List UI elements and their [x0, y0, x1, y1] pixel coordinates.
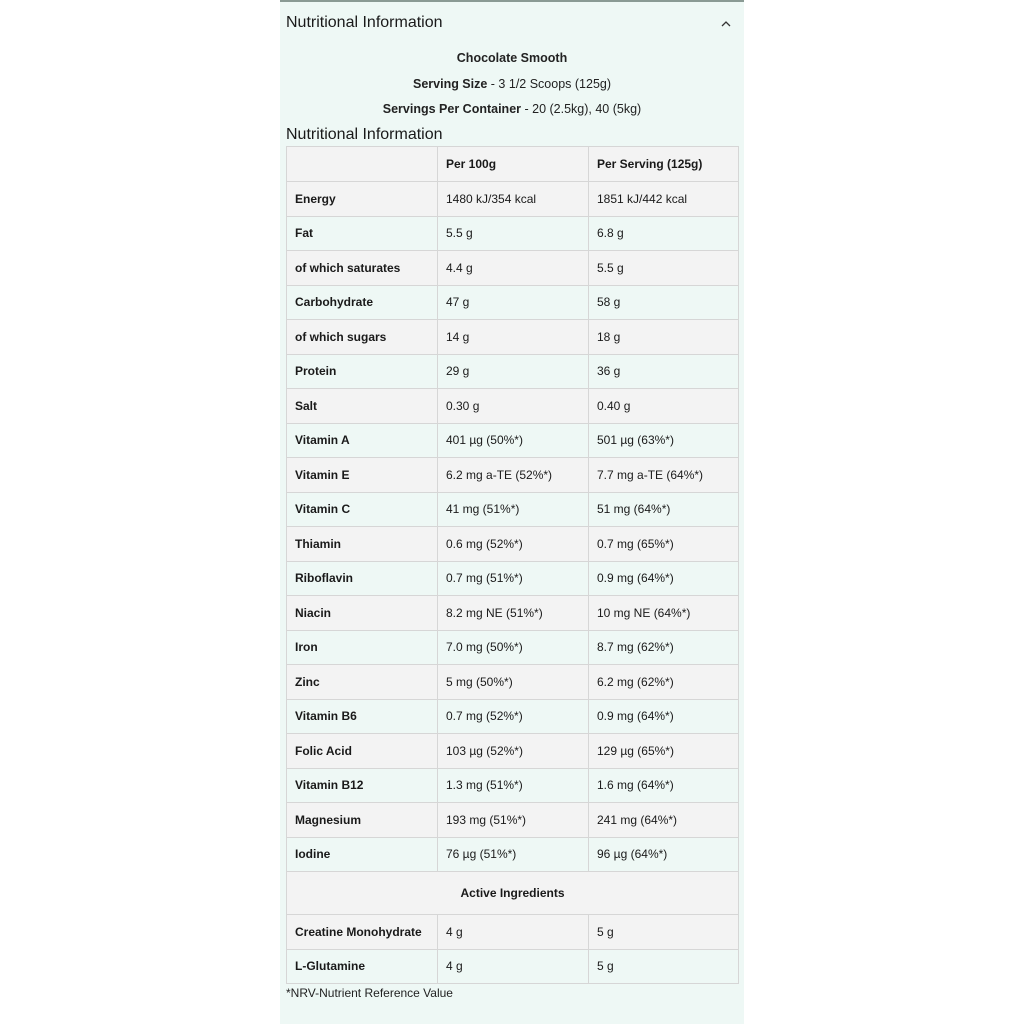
active-ingredients-heading: Active Ingredients — [287, 872, 739, 915]
per-100g-value: 7.0 mg (50%*) — [438, 630, 589, 665]
per-100g-value: 76 µg (51%*) — [438, 837, 589, 872]
per-serving-value: 501 µg (63%*) — [589, 423, 739, 458]
active-ingredients-header-row — [287, 872, 739, 915]
nutrition-panel — [280, 0, 744, 1024]
table-row — [287, 561, 739, 596]
nutrient-name: Carbohydrate — [287, 285, 438, 320]
per-serving-value: 51 mg (64%*) — [589, 492, 739, 527]
per-100g-value: 4 g — [438, 915, 589, 950]
per-100g-value: 47 g — [438, 285, 589, 320]
per-serving-value: 5 g — [589, 915, 739, 950]
table-row — [287, 596, 739, 631]
accordion-title: Nutritional Information — [286, 14, 443, 31]
column-header — [287, 147, 438, 182]
nutrient-name: Vitamin B6 — [287, 699, 438, 734]
nutrient-name: Magnesium — [287, 803, 438, 838]
per-serving-value: 241 mg (64%*) — [589, 803, 739, 838]
servings-value: - 20 (2.5kg), 40 (5kg) — [521, 102, 642, 116]
column-header: Per 100g — [438, 147, 589, 182]
per-serving-value: 0.7 mg (65%*) — [589, 527, 739, 562]
nutrient-name: Protein — [287, 354, 438, 389]
table-row — [287, 251, 739, 286]
nutrient-name: Salt — [287, 389, 438, 424]
table-body — [287, 182, 739, 984]
per-serving-value: 0.9 mg (64%*) — [589, 699, 739, 734]
table-header-row — [287, 147, 739, 182]
per-serving-value: 10 mg NE (64%*) — [589, 596, 739, 631]
table-row — [287, 768, 739, 803]
per-100g-value: 193 mg (51%*) — [438, 803, 589, 838]
per-100g-value: 0.30 g — [438, 389, 589, 424]
per-100g-value: 0.7 mg (52%*) — [438, 699, 589, 734]
table-row — [287, 837, 739, 872]
nutrient-name: Fat — [287, 216, 438, 251]
table-row — [287, 216, 739, 251]
per-serving-value: 8.7 mg (62%*) — [589, 630, 739, 665]
nutrient-name: Iodine — [287, 837, 438, 872]
per-serving-value: 36 g — [589, 354, 739, 389]
nutrient-name: Vitamin C — [287, 492, 438, 527]
nutrient-name: Energy — [287, 182, 438, 217]
nutrient-name: of which sugars — [287, 320, 438, 355]
per-serving-value: 1851 kJ/442 kcal — [589, 182, 739, 217]
table-row — [287, 285, 739, 320]
nutrient-name: Vitamin E — [287, 458, 438, 493]
nutrient-name: of which saturates — [287, 251, 438, 286]
per-serving-value: 6.2 mg (62%*) — [589, 665, 739, 700]
table-row — [287, 734, 739, 769]
table-row — [287, 423, 739, 458]
nutrient-name: Vitamin B12 — [287, 768, 438, 803]
table-row — [287, 182, 739, 217]
table-row — [287, 949, 739, 984]
serving-size-label: Serving Size — [412, 77, 488, 91]
nutrient-name: Niacin — [287, 596, 438, 631]
nutrient-name: Riboflavin — [287, 561, 438, 596]
nutrient-name: Folic Acid — [287, 734, 438, 769]
per-100g-value: 8.2 mg NE (51%*) — [438, 596, 589, 631]
nutrition-table — [286, 146, 739, 984]
per-serving-value: 5.5 g — [589, 251, 739, 286]
per-100g-value: 1480 kJ/354 kcal — [438, 182, 589, 217]
per-100g-value: 401 µg (50%*) — [438, 423, 589, 458]
footnote: *NRV-Nutrient Reference Value — [286, 986, 453, 1000]
serving-size-value: - 3 1/2 Scoops (125g) — [487, 77, 612, 91]
per-serving-value: 1.6 mg (64%*) — [589, 768, 739, 803]
nutrient-name: Thiamin — [287, 527, 438, 562]
per-serving-value: 0.9 mg (64%*) — [589, 561, 739, 596]
table-row — [287, 389, 739, 424]
per-serving-value: 129 µg (65%*) — [589, 734, 739, 769]
ingredient-name: L-Glutamine — [287, 949, 438, 984]
per-serving-value: 58 g — [589, 285, 739, 320]
per-100g-value: 6.2 mg a-TE (52%*) — [438, 458, 589, 493]
table-row — [287, 630, 739, 665]
table-row — [287, 803, 739, 838]
per-serving-value: 6.8 g — [589, 216, 739, 251]
nutrient-name: Iron — [287, 630, 438, 665]
per-100g-value: 41 mg (51%*) — [438, 492, 589, 527]
chevron-up-icon[interactable] — [718, 15, 734, 31]
per-100g-value: 0.7 mg (51%*) — [438, 561, 589, 596]
per-serving-value: 7.7 mg a-TE (64%*) — [589, 458, 739, 493]
table-row — [287, 527, 739, 562]
table-row — [287, 458, 739, 493]
table-row — [287, 354, 739, 389]
per-100g-value: 103 µg (52%*) — [438, 734, 589, 769]
table-row — [287, 915, 739, 950]
servings-per-container — [280, 102, 744, 116]
table-row — [287, 699, 739, 734]
per-100g-value: 1.3 mg (51%*) — [438, 768, 589, 803]
table-row — [287, 665, 739, 700]
serving-size — [280, 77, 744, 91]
per-100g-value: 4 g — [438, 949, 589, 984]
nutrient-name: Zinc — [287, 665, 438, 700]
table-row — [287, 492, 739, 527]
flavour-name: Chocolate Smooth — [456, 51, 568, 65]
ingredient-name: Creatine Monohydrate — [287, 915, 438, 950]
per-100g-value: 29 g — [438, 354, 589, 389]
servings-label: Servings Per Container — [382, 102, 522, 116]
accordion-header[interactable] — [286, 2, 738, 44]
per-100g-value: 14 g — [438, 320, 589, 355]
per-100g-value: 5 mg (50%*) — [438, 665, 589, 700]
per-100g-value: 5.5 g — [438, 216, 589, 251]
per-100g-value: 4.4 g — [438, 251, 589, 286]
per-100g-value: 0.6 mg (52%*) — [438, 527, 589, 562]
table-row — [287, 320, 739, 355]
per-serving-value: 0.40 g — [589, 389, 739, 424]
per-serving-value: 96 µg (64%*) — [589, 837, 739, 872]
per-serving-value: 18 g — [589, 320, 739, 355]
nutrient-name: Vitamin A — [287, 423, 438, 458]
per-serving-value: 5 g — [589, 949, 739, 984]
column-header: Per Serving (125g) — [589, 147, 739, 182]
table-heading: Nutritional Information — [286, 126, 443, 143]
